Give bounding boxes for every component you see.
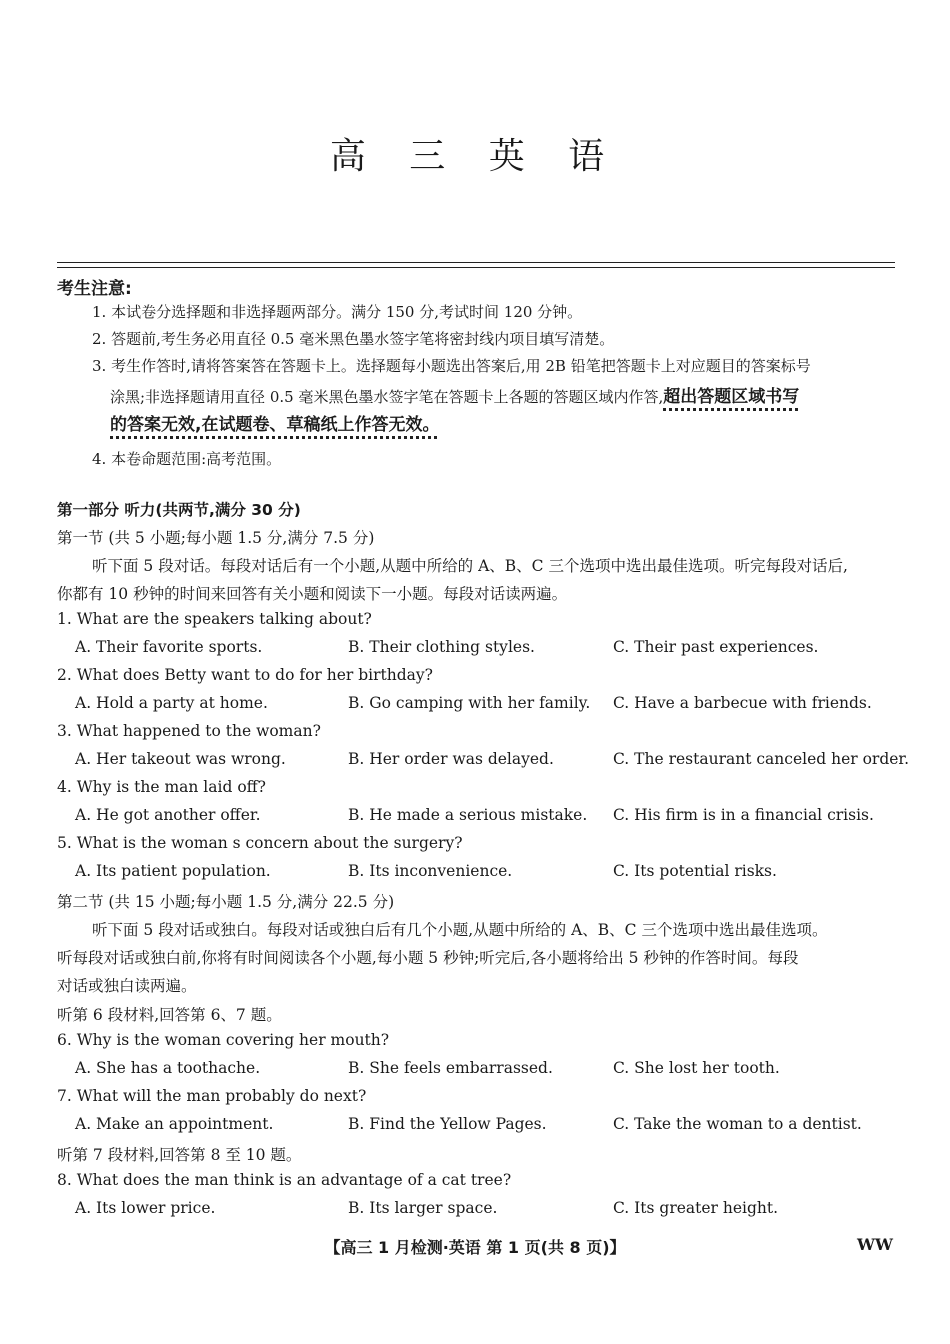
- question-stem: 8. What does the man think is an advantage of a cat tree?: [57, 1171, 512, 1189]
- question-stem: 5. What is the woman s concern about the surgery?: [57, 834, 463, 852]
- section2-instructions-line1: 听下面 5 段对话或独白。每段对话或独白后有几个小题,从题中所给的 A、B、C 三个选项中选出最佳选项。: [92, 921, 828, 939]
- section1-instructions-line2: 你都有 10 秒钟的时间来回答有关小题和阅读下一小题。每段对话读两遍。: [57, 585, 568, 603]
- option-a: A. She has a toothache.: [75, 1059, 261, 1077]
- option-b: B. Find the Yellow Pages.: [348, 1115, 547, 1133]
- option-c: C. She lost her tooth.: [613, 1059, 780, 1077]
- part1-heading: 第一部分 听力(共两节,满分 30 分): [57, 501, 301, 519]
- divider-thick: [57, 267, 895, 268]
- option-c: C. Take the woman to a dentist.: [613, 1115, 862, 1133]
- option-a: A. Make an appointment.: [75, 1115, 274, 1133]
- footer-code: WW: [857, 1235, 893, 1254]
- question-stem: 2. What does Betty want to do for her birthday?: [57, 666, 433, 684]
- question-stem: 4. Why is the man laid off?: [57, 778, 266, 796]
- section2-instructions-line3: 对话或独白读两遍。: [57, 977, 197, 995]
- notice-item-3-text: 涂黑;非选择题请用直径 0.5 毫米黑色墨水签字笔在答题卡上各题的答题区域内作答,: [110, 388, 664, 406]
- section1-instructions-line1: 听下面 5 段对话。每段对话后有一个小题,从题中所给的 A、B、C 三个选项中选出最佳选项。听完每段对话后,: [92, 557, 848, 575]
- option-c: C. His firm is in a financial crisis.: [613, 806, 874, 824]
- material-7-label: 听第 7 段材料,回答第 8 至 10 题。: [57, 1146, 302, 1164]
- option-c: C. Its greater height.: [613, 1199, 779, 1217]
- option-c: C. The restaurant canceled her order.: [613, 750, 910, 768]
- notice-heading: 考生注意:: [57, 279, 132, 299]
- page-title: 高 三 英 语: [329, 136, 621, 177]
- option-b: B. Go camping with her family.: [348, 694, 591, 712]
- option-b: B. Its inconvenience.: [348, 862, 513, 880]
- option-b: B. She feels embarrassed.: [348, 1059, 553, 1077]
- option-a: A. Their favorite sports.: [75, 638, 263, 656]
- question-stem: 3. What happened to the woman?: [57, 722, 321, 740]
- section2-heading: 第二节 (共 15 小题;每小题 1.5 分,满分 22.5 分): [57, 893, 395, 911]
- notice-item-4: 4. 本卷命题范围:高考范围。: [92, 450, 282, 468]
- option-c: C. Have a barbecue with friends.: [613, 694, 872, 712]
- option-c: C. Their past experiences.: [613, 638, 819, 656]
- option-b: B. Her order was delayed.: [348, 750, 554, 768]
- option-b: B. He made a serious mistake.: [348, 806, 588, 824]
- material-6-label: 听第 6 段材料,回答第 6、7 题。: [57, 1006, 282, 1024]
- option-a: A. Her takeout was wrong.: [75, 750, 286, 768]
- notice-item-3-emphasis-1: 超出答题区域书写: [663, 387, 800, 407]
- notice-item-2: 2. 答题前,考生务必用直径 0.5 毫米黑色墨水签字笔将密封线内项目填写清楚。: [92, 330, 615, 348]
- divider-thin: [57, 262, 895, 263]
- page-footer: 【高三 1 月检测·英语 第 1 页(共 8 页)】: [324, 1238, 626, 1257]
- option-c: C. Its potential risks.: [613, 862, 777, 880]
- notice-item-3-line1: 3. 考生作答时,请将答案答在答题卡上。选择题每小题选出答案后,用 2B 铅笔把答题卡上对应题目的答案标号: [92, 357, 811, 375]
- option-a: A. Its lower price.: [75, 1199, 216, 1217]
- notice-item-3-emphasis-2: 的答案无效,在试题卷、草稿纸上作答无效。: [110, 415, 440, 435]
- notice-item-3-line2: [110, 382, 799, 407]
- question-stem: 7. What will the man probably do next?: [57, 1087, 367, 1105]
- option-b: B. Their clothing styles.: [348, 638, 535, 656]
- section1-heading: 第一节 (共 5 小题;每小题 1.5 分,满分 7.5 分): [57, 529, 375, 547]
- option-b: B. Its larger space.: [348, 1199, 498, 1217]
- section2-instructions-line2: 听每段对话或独白前,你将有时间阅读各个小题,每小题 5 秒钟;听完后,各小题将给出 5 秒钟的作答时间。每段: [57, 949, 799, 967]
- question-stem: 6. Why is the woman covering her mouth?: [57, 1031, 390, 1049]
- notice-item-1: 1. 本试卷分选择题和非选择题两部分。满分 150 分,考试时间 120 分钟。: [92, 303, 583, 321]
- option-a: A. Hold a party at home.: [75, 694, 268, 712]
- option-a: A. He got another offer.: [75, 806, 261, 824]
- question-stem: 1. What are the speakers talking about?: [57, 610, 372, 628]
- option-a: A. Its patient population.: [75, 862, 271, 880]
